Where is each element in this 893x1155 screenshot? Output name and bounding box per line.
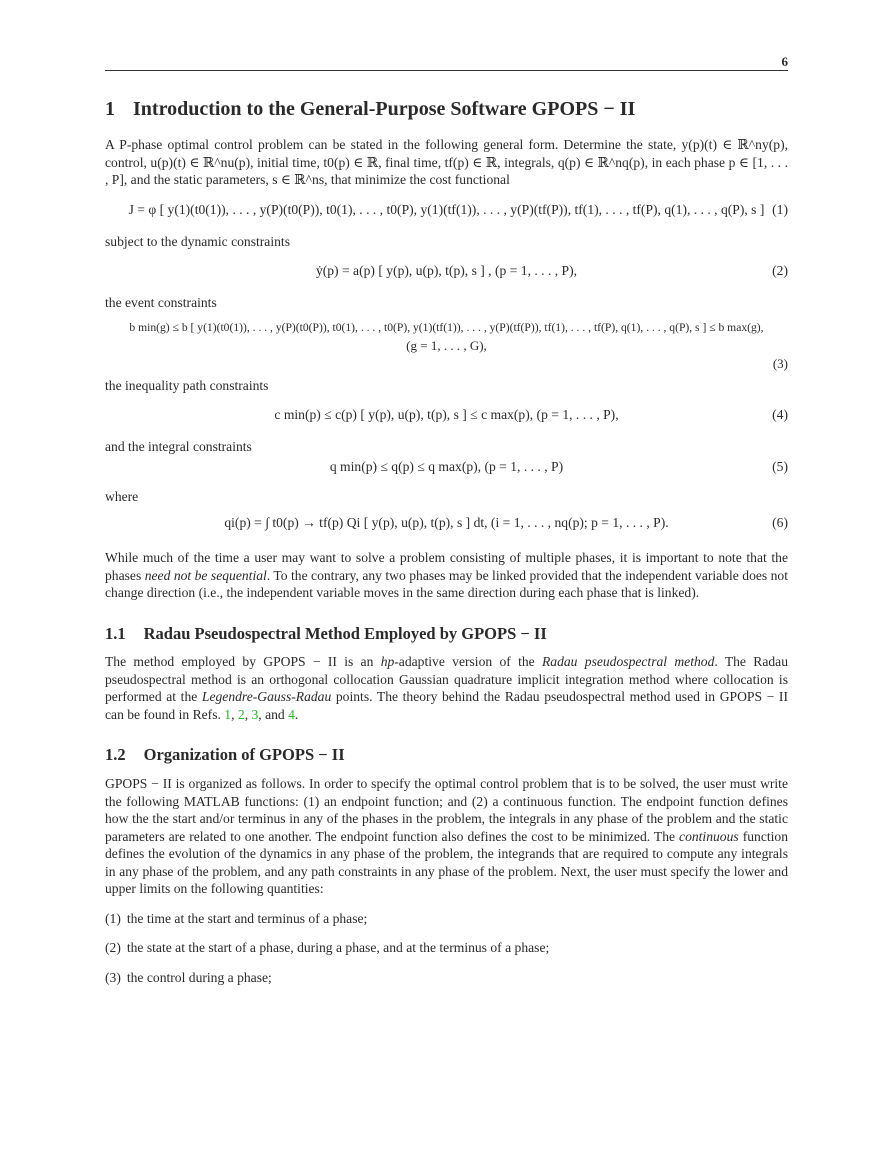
list-item-text: the control during a phase; bbox=[126, 969, 272, 985]
equation-5-body: q min(p) ≤ q(p) ≤ q max(p), (p = 1, . . . , P) bbox=[329, 458, 564, 474]
equation-2 bbox=[105, 254, 788, 288]
citation-link[interactable]: 1 bbox=[224, 706, 232, 722]
radau-text-c: . The Radau pseudospectral method is an orthogonal collocation Gaussian quadrature implicit integration method where collocation is performed at the bbox=[105, 654, 788, 705]
header-rule bbox=[105, 70, 788, 71]
list-item-text: the time at the start and terminus of a phase; bbox=[126, 910, 368, 926]
list-item bbox=[105, 969, 788, 987]
where-lead: where bbox=[105, 488, 139, 504]
section-title: Introduction to the General-Purpose Software GPOPS − II bbox=[133, 98, 636, 120]
equation-5-tag: (5) bbox=[772, 458, 788, 474]
citation-link[interactable]: 3 bbox=[251, 706, 259, 722]
equation-4-tag: (4) bbox=[772, 407, 788, 422]
radau-text-em-1: hp bbox=[380, 654, 395, 670]
organization-text-b: function defines the evolution of the dynamics in any phase of the problem, the integrands that are required to compute any integrals in any phase of the problem, and any path constraints in any phase of the problem. Next, the user must specify the lower and upper limits on the following quantities: bbox=[105, 828, 789, 897]
equation-6-tag: (6) bbox=[772, 515, 788, 530]
phases-text-emphasis: need not be sequential bbox=[144, 567, 267, 583]
phases-text-a: While much of the time a user may want to solve a problem consisting of multiple phases, it is important to note that the phases bbox=[105, 550, 788, 583]
list-item bbox=[105, 910, 788, 928]
subsection-1-title: Radau Pseudospectral Method Employed by GPOPS − II bbox=[143, 623, 547, 643]
radau-text-b: -adaptive version of the bbox=[394, 654, 542, 670]
equation-6-body: qi(p) = ∫ t0(p) → tf(p) Qi [ y(p), u(p), t(p), s ] dt, (i = 1, . . . , nq(p); p = 1, . . . , P). bbox=[224, 515, 669, 530]
list-item-label: (2) bbox=[105, 940, 121, 956]
equation-6 bbox=[105, 501, 788, 545]
subsection-2-number: 1.2 bbox=[105, 745, 126, 765]
list-item-label: (3) bbox=[105, 969, 121, 985]
radau-text-end: . bbox=[294, 706, 299, 722]
equation-3-tag: (3) bbox=[772, 355, 788, 371]
intro-paragraph: A P-phase optimal control problem can be stated in the following general form. Determine the state, y(p)(t) ∈ ℝ^ny(p), control, u(p)(t) ∈ ℝ^nu(p), initial time, t0(p) ∈ ℝ, final time, tf(p) ∈ ℝ, integrals, q(p) ∈ ℝ^nq(p), in each phase p ∈ [1, . . . , P], and the static parameters, s ∈ ℝ^ns, that minimize the cost functional bbox=[105, 137, 788, 187]
citation-link[interactable]: 2 bbox=[237, 706, 245, 722]
radau-paragraph: The method employed by GPOPS − II is an hp-adaptive version of the Radau pseudospectral method. The Radau pseudospectral method is an orthogonal collocation Gaussian quadrature implicit integration method where collocation is performed at the Legendre-Gauss-Radau points. The theory behind the Radau pseudospectral method used in GPOPS − II can be found in Refs. 1, 2, 3, and 4. bbox=[105, 654, 788, 722]
organization-paragraph bbox=[105, 775, 788, 898]
subsection-1-number: 1.1 bbox=[105, 623, 126, 643]
subsection-1-heading bbox=[105, 624, 788, 644]
phases-paragraph bbox=[105, 549, 788, 602]
equation-5 bbox=[105, 450, 788, 484]
equation-1-body: J = φ [ y(1)(t0(1)), . . . , y(P)(t0(P)), t0(1), . . . , t0(P), y(1)(tf(1)), . . . , y(P)(tf(P)), tf(1), . . . , tf(P), q(1), . . . , q(P), s ] bbox=[128, 201, 765, 217]
equation-3-line-2: (g = 1, . . . , G), bbox=[406, 337, 487, 353]
list-item-label: (1) bbox=[105, 910, 121, 926]
equation-2-body: ẏ(p) = a(p) [ y(p), u(p), t(p), s ] , (p = 1, . . . , P), bbox=[315, 263, 578, 278]
organization-text-a: GPOPS − II is organized as follows. In order to specify the optimal control problem that is to be solved, the user must write the following MATLAB functions: (1) an endpoint function; and (2) a continuous function. The endpoint function defines how the the start and/or terminus in any of the phases in the problem, the integrals in any phase of the problem and the static parameters are related to one another. The endpoint function also defines the cost to be minimized. The bbox=[105, 776, 788, 844]
radau-text-em-3: Legendre-Gauss-Radau bbox=[201, 689, 332, 705]
equation-1-tag: (1) bbox=[772, 201, 788, 217]
organization-text-emphasis: continuous bbox=[679, 828, 739, 844]
page-content bbox=[105, 97, 788, 986]
equation-3-line-1: b min(g) ≤ b [ y(1)(t0(1)), . . . , y(P)(t0(P)), t0(1), . . . , t0(P), y(1)(tf(1)), . . . , y(P)(tf(P)), tf(1), . . . , tf(P), q(1), . . . , q(P), s ] ≤ b max(g), bbox=[129, 320, 764, 334]
list-item-text: the state at the start of a phase, during a phase, and at the terminus of a phase; bbox=[126, 940, 550, 956]
subsection-2-title: Organization of GPOPS − II bbox=[143, 745, 345, 765]
equation-4-body: c min(p) ≤ c(p) [ y(p), u(p), t(p), s ] ≤ c max(p), (p = 1, . . . , P), bbox=[274, 407, 619, 422]
equation-3 bbox=[105, 318, 788, 371]
equation-1 bbox=[105, 193, 788, 227]
equation-2-tag: (2) bbox=[772, 263, 788, 278]
radau-text-a: The method employed by GPOPS − II is an bbox=[105, 654, 381, 670]
radau-text-d: points. The theory behind the Radau pseudospectral method used in GPOPS − II can be found in Refs. bbox=[105, 689, 788, 722]
subsection-2-heading bbox=[105, 745, 788, 765]
section-number: 1 bbox=[105, 98, 115, 120]
event-constraints-lead: the event constraints bbox=[105, 295, 217, 310]
dynamic-constraints-lead: subject to the dynamic constraints bbox=[105, 233, 290, 249]
citation-link[interactable]: 4 bbox=[288, 706, 295, 722]
integral-constraints-lead: and the integral constraints bbox=[105, 439, 252, 454]
radau-text-em-2: Radau pseudospectral method bbox=[541, 654, 715, 670]
section-heading bbox=[105, 97, 788, 121]
phases-text-b: . To the contrary, any two phases may be linked provided that the independent variable does not change direction (i.e., the independent variable moves in the same direction during each phase that is linked). bbox=[105, 567, 789, 600]
path-constraints-lead: the inequality path constraints bbox=[105, 377, 269, 393]
equation-4 bbox=[105, 398, 788, 432]
list-item bbox=[105, 939, 788, 957]
page-number: 6 bbox=[781, 54, 788, 69]
